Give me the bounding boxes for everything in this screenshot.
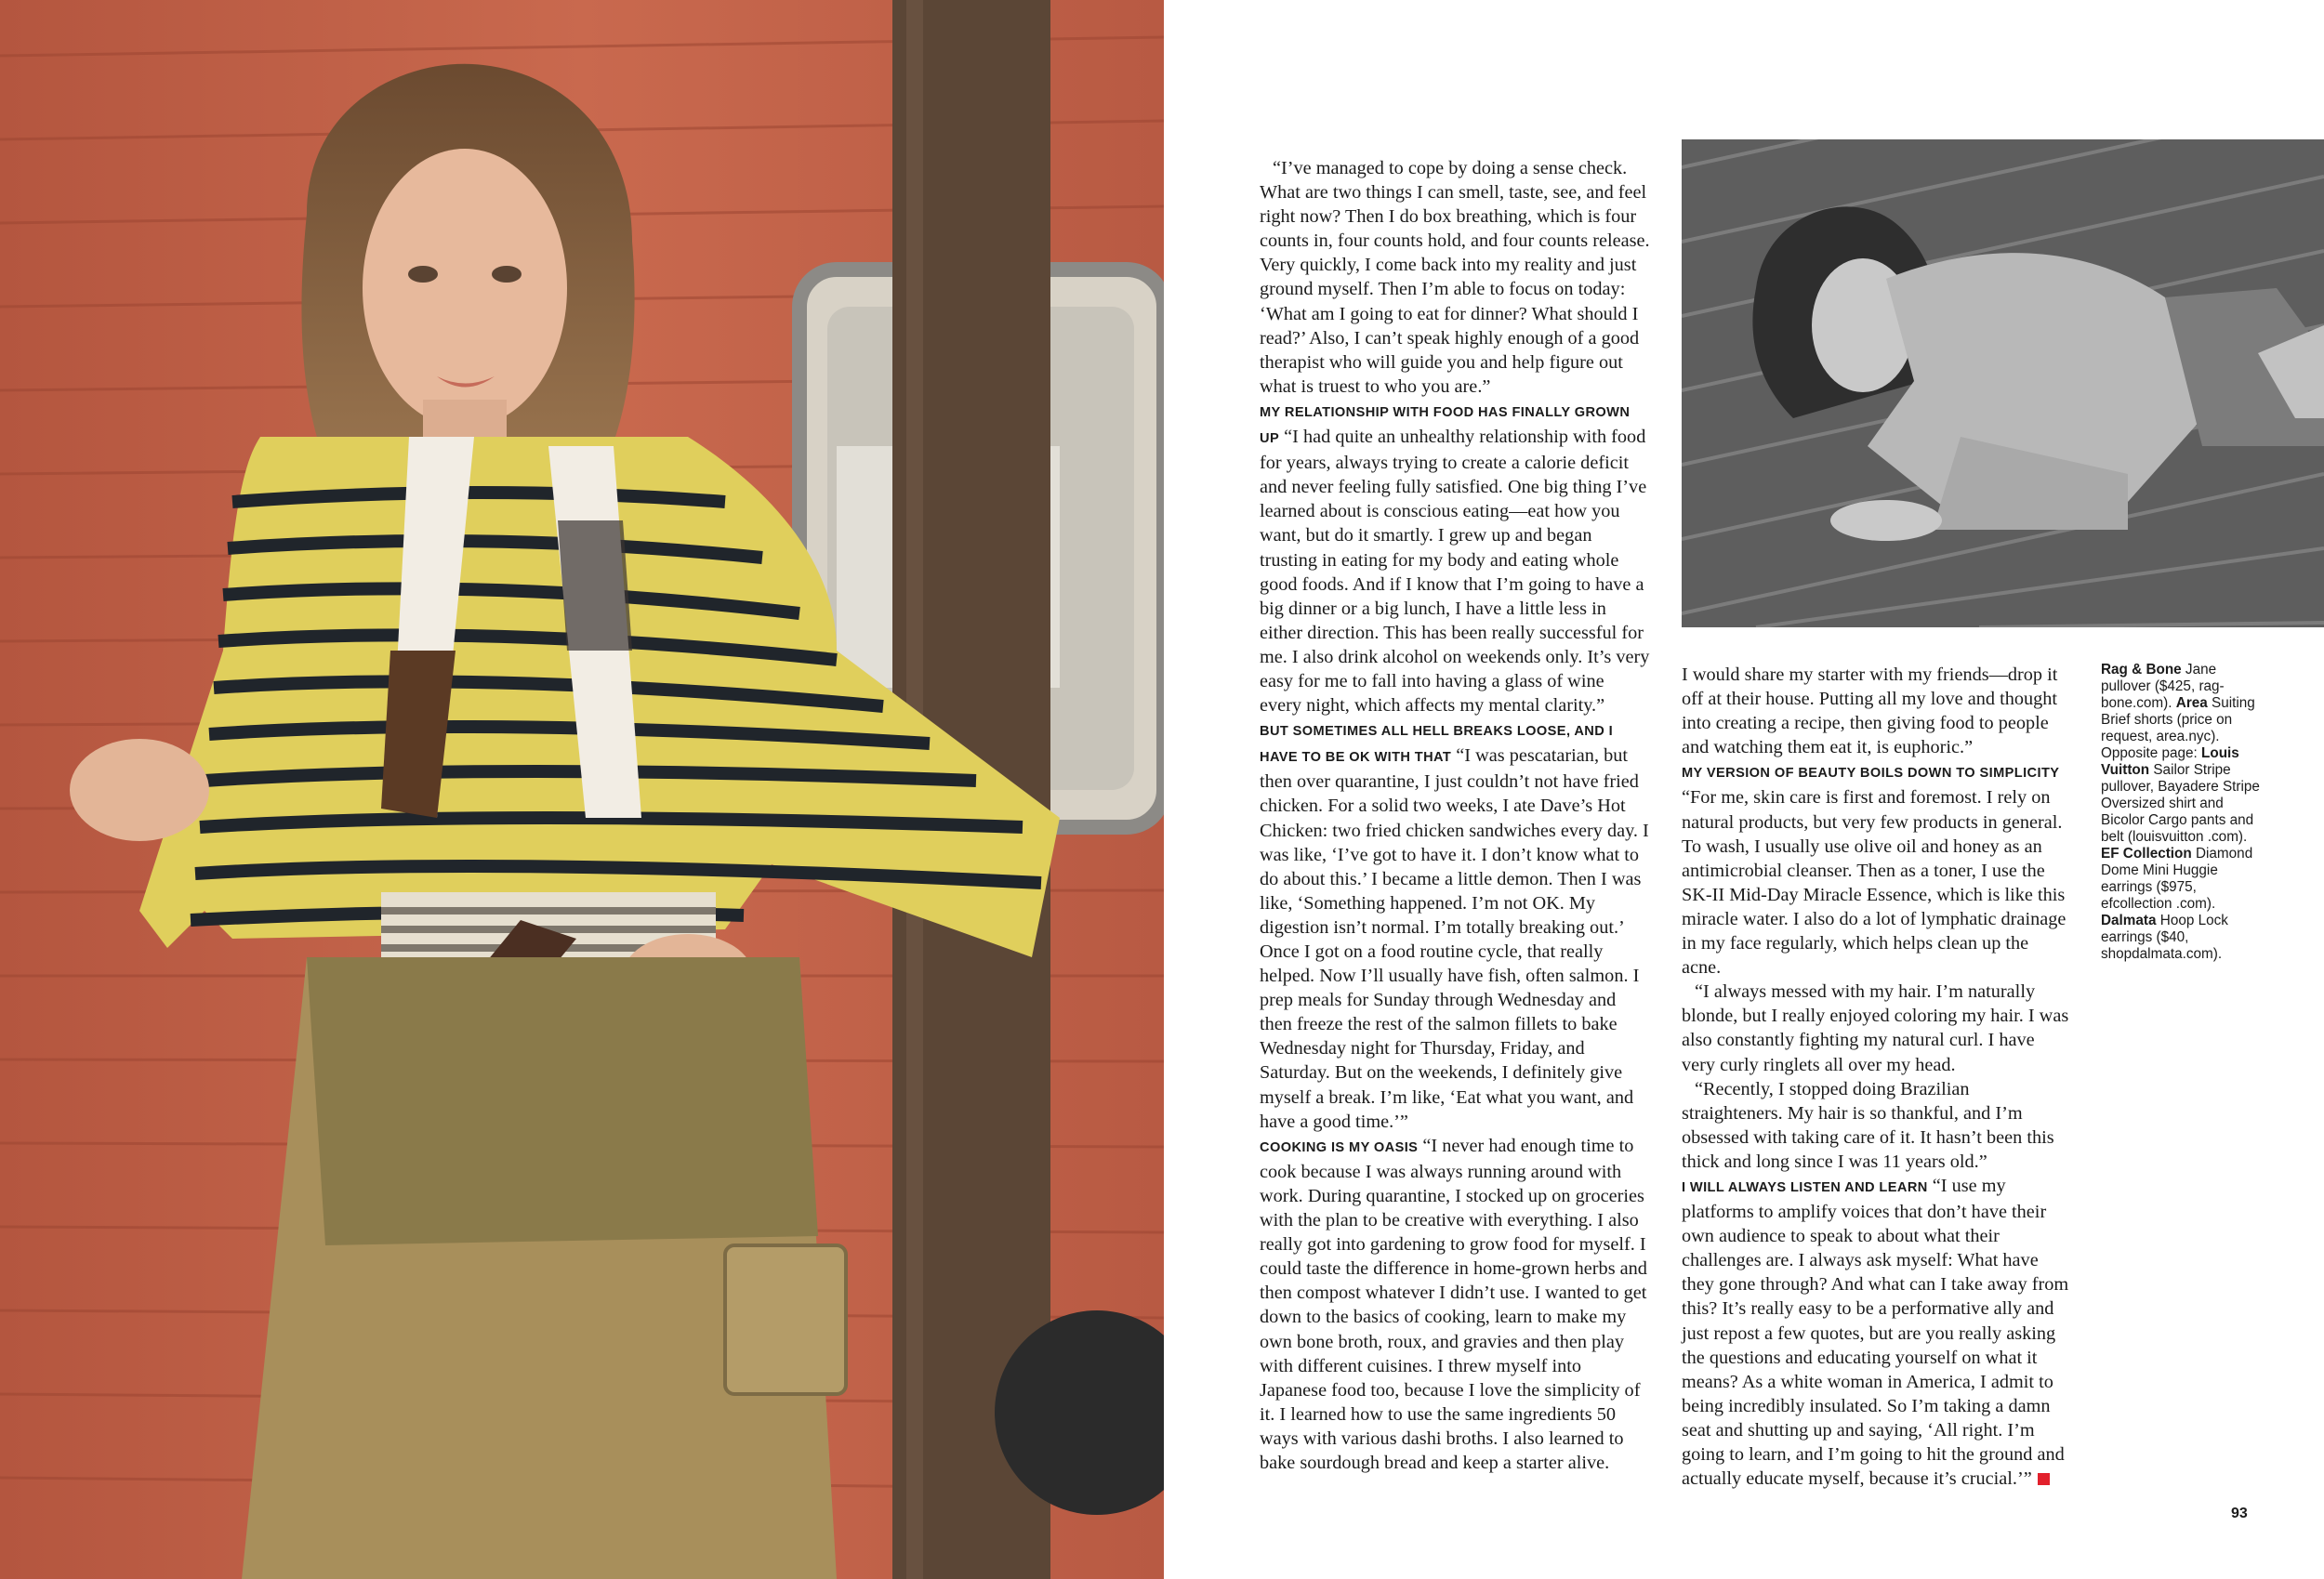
paragraph-text: “I was pescatarian, but then over quarantine, I just couldn’t not have fried chicken. For a solid two weeks, I ate Dave’s Hot Chicken: two fried chicken sandwiches every day. I was like, ‘I’ve got to have it. I don’t know what to do about this.’ I became a little demon. Then I was like, ‘Something happened. I’m not OK. My digestion isn’t normal. I’m totally breaking out.’ Once I got on a food routine cycle, that really helped. Now I’ll usually have fish, often salmon. I prep meals for Sunday through Wednesday and then freeze the rest of the salmon fillets to bake Wednesday night for Thursday, Friday, and Saturday. But on the weekends, I definitely give myself a break. I’m like, ‘Eat what you want, and have a good time.’” [1260, 745, 1649, 1132]
paragraph-text: I would share my starter with my friends—drop it off at their house. Putting all my love and thought into creating a recipe, then giving food to people and watching them eat it, is euphoric.” [1682, 664, 2058, 758]
article-column-2 [1682, 663, 2072, 1491]
left-hand [70, 739, 209, 841]
credit-brand: Rag & Bone [2101, 662, 2182, 678]
section-heading: BUT SOMETIMES ALL HELL BREAKS LOOSE, AND I HAVE TO BE OK WITH THAT [1260, 724, 1614, 766]
article-paragraph [1260, 717, 1650, 1134]
article-paragraph [1682, 1077, 2072, 1174]
paragraph-text: “Recently, I stopped doing Brazilian straighteners. My hair is so thankful, and I’m obsessed with taking care of it. It hasn’t been this thick and long since I was 11 years old.” [1682, 1078, 2054, 1172]
page-number: 93 [2231, 1506, 2248, 1521]
article-paragraph [1260, 1134, 1650, 1475]
article-paragraph [1260, 156, 1650, 399]
paragraph-text: “I’ve managed to cope by doing a sense check. What are two things I can smell, taste, see, and feel right now? Then I do box breathing, which is four counts in, four counts hold, and four counts release. Very quickly, I come back into my reality and just ground myself. Then I’m able to focus on today: ‘What am I going to eat for dinner? What should I read?’ Also, I can’t speak highly enough of a good therapist who will guide you and help figure out what is truest to who you are.” [1260, 158, 1650, 397]
credit-text: Jane pullover ($425, rag-bone.com). [2101, 662, 2225, 711]
article-paragraph [1682, 980, 2072, 1076]
credit-text: Diamond Dome Mini Huggie earrings ($975, efcollection .com). [2101, 846, 2253, 912]
section-heading: COOKING IS MY OASIS [1260, 1139, 1419, 1155]
article-paragraph [1682, 759, 2072, 980]
article-paragraph [1682, 663, 2072, 759]
credit-brand: EF Collection [2101, 846, 2192, 862]
article-column-1 [1260, 156, 1650, 1475]
section-heading: MY RELATIONSHIP WITH FOOD HAS FINALLY GROWN UP [1260, 404, 1631, 447]
paragraph-text: “For me, skin care is first and foremost. I rely on natural products, but very few products in general. To wash, I usually use olive oil and honey as an antimicrobial cleanser. Then as a toner, I use the SK-II Mid-Day Miracle Essence, which is like this miracle water. I also do a lot of lymphatic drainage in my face regularly, which helps clean up the acne. [1682, 787, 2067, 979]
bw-photo [1682, 139, 2324, 627]
end-mark-icon [2038, 1473, 2050, 1485]
credit-brand: Louis Vuitton [2101, 745, 2239, 778]
bw-photo-illustration [1682, 139, 2324, 627]
paragraph-text: “I had quite an unhealthy relationship with food for years, always trying to create a calorie deficit and never feeling fully satisfied. One big thing I’ve learned about is conscious eating—eat how you want, but do it smartly. I grew up and began trusting in eating for my body and eating whole good foods. And if I know that I’m going to have a big dinner or a big lunch, I have a little less in either direction. This has been really successful for me. I also drink alcohol on weekends only. It’s very easy for me to fall into having a glass of wine every night, which affects my mental clarity.” [1260, 427, 1650, 717]
paragraph-text: “I never had enough time to cook because I was always running around with work. During quarantine, I stocked up on groceries with the plan to be creative with everything. I also really got into gardening to grow food for myself. I could taste the difference in home-grown herbs and then compost whatever I didn’t use. I wanted to get down to the basics of cooking, learn to make my own bone broth, roux, and gravies and then play with different cuisines. I threw myself into Japanese food too, because I love the simplicity of it. I learned how to use the same ingredients 50 ways with various dashi broths. I also learned to bake sourdough bread and keep a starter alive. [1260, 1135, 1647, 1473]
paragraph-text: “I always messed with my hair. I’m naturally blonde, but I really enjoyed coloring my hair. I was also constantly fighting my natural curl. I have very curly ringlets all over my head. [1682, 981, 2069, 1075]
article-paragraph [1682, 1174, 2072, 1491]
fashion-credits [2101, 662, 2268, 963]
credit-brand: Dalmata [2101, 913, 2157, 928]
section-heading: MY VERSION OF BEAUTY BOILS DOWN TO SIMPLICITY [1682, 766, 2060, 782]
credit-brand: Area [2175, 695, 2208, 711]
section-heading: I WILL ALWAYS LISTEN AND LEARN [1682, 1179, 1928, 1195]
credit-text: Sailor Stripe pullover, Bayadere Stripe Oversized shirt and Bicolor Cargo pants and belt (louisvuitton .com). [2101, 762, 2260, 845]
credit-text: Hoop Lock earrings ($40, shopdalmata.com). [2101, 913, 2228, 962]
article-paragraph [1260, 399, 1650, 717]
credit-text: Suiting Brief shorts (price on request, area.nyc). Opposite page: [2101, 695, 2255, 761]
paragraph-text: “I use my platforms to amplify voices that don’t have their own audience to speak to about what their challenges are. I always ask myself: What have they gone through? And what can I take away from this? It’s really easy to be a performative ally and just repost a few quotes, but are you really asking the questions and educating yourself on what it means? As a white woman in America, I admit to being incredibly insulated. So I’m taking a damn seat and shutting up and saying, ‘All right. I’m going to learn, and I’m going to hit the ground and actually educate myself, because it’s crucial.’” [1682, 1175, 2069, 1490]
